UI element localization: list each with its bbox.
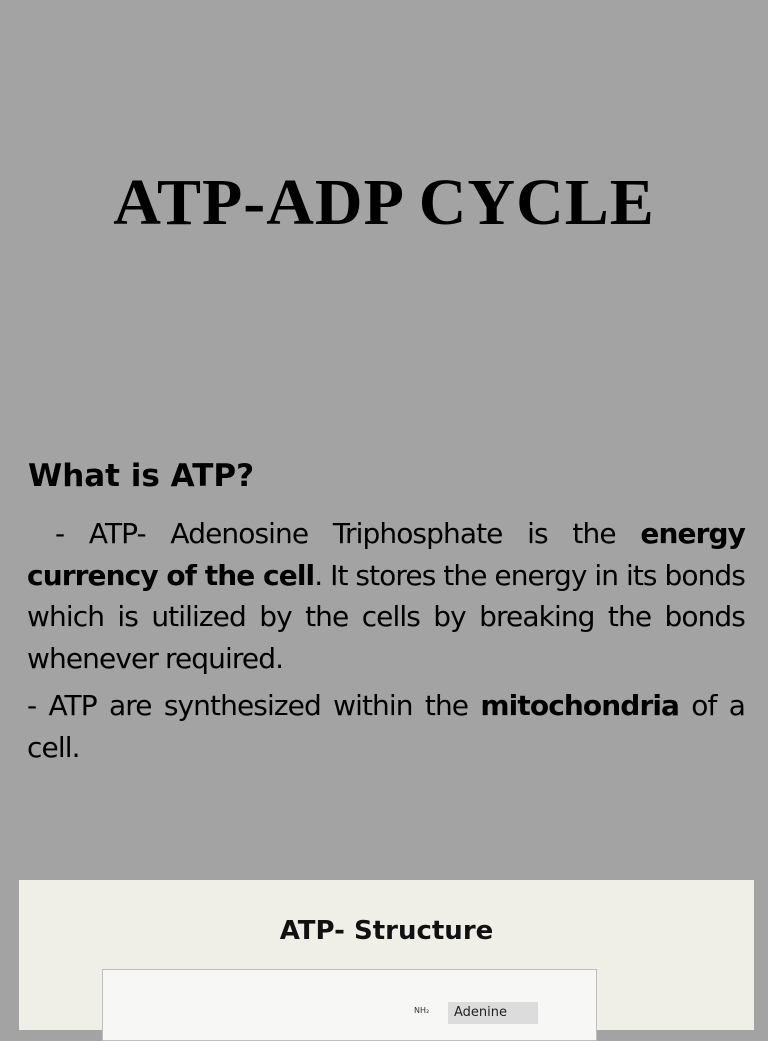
- para2-prefix: - ATP are synthesized within the: [27, 689, 481, 722]
- para2-bold-mitochondria: mitochondria: [480, 689, 680, 722]
- figure-title: ATP- Structure: [279, 916, 494, 946]
- para1-prefix: - ATP- Adenosine Triphosphate is the: [55, 517, 641, 550]
- slide-title: ATP-ADP CYCLE: [113, 166, 655, 239]
- adenine-label: Adenine: [448, 1002, 538, 1024]
- atp-structure-figure: [19, 880, 754, 1030]
- atp-structure-diagram: [102, 969, 597, 1041]
- nh2-label: NH₂: [414, 1006, 430, 1015]
- paragraph-atp-synthesis: [27, 685, 745, 768]
- para1-bold-energy-currency: energy currency of the cell: [27, 517, 745, 592]
- para1-suffix: . It stores the energy in its bonds which is utilized by the cells by breaking the bonds whenever required.: [27, 558, 745, 675]
- section-heading: What is ATP?: [28, 458, 255, 494]
- paragraph-atp-definition: [27, 513, 745, 679]
- para2-suffix: of a cell.: [27, 689, 746, 764]
